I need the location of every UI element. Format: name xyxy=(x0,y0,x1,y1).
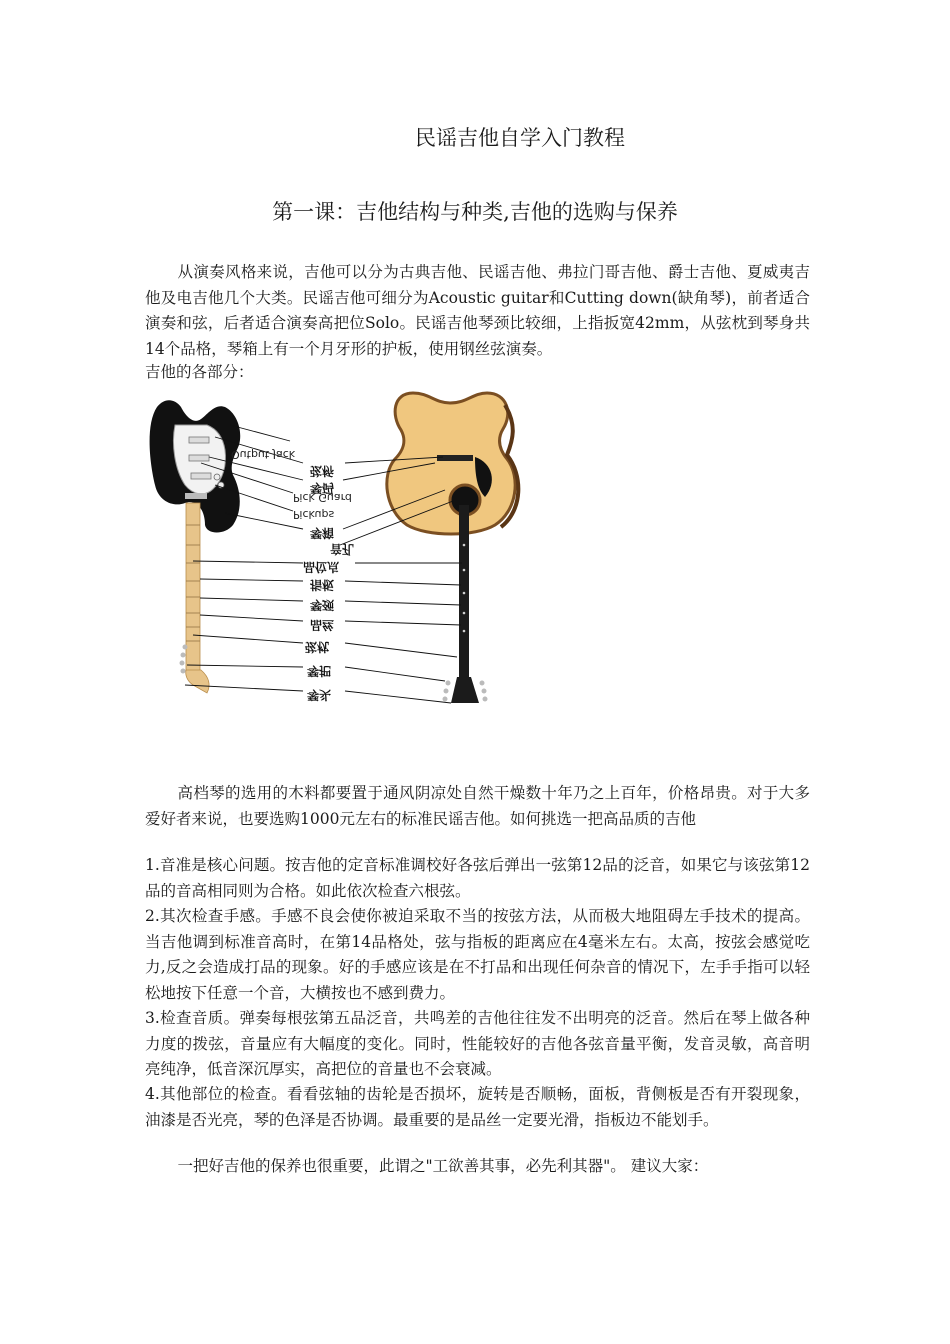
check-item-3: 3.检查音质。弹奏每根弦第五品泛音，共鸣差的吉他往往发不出明亮的泛音。然后在琴上做各种力度的拨弦，音量应有大幅度的变化。同时，性能较好的吉他各弦音量平衡，发音灵敏，高音明亮纯净，低音深沉厚实，高把位的音量也不会衰减。 xyxy=(145,1009,810,1079)
label-fret: 品丝 xyxy=(310,618,335,632)
selection-intro-paragraph: 高档琴的选用的木料都要置于通风阴凉处自然干燥数十年乃之上百年，价格昂贵。对于大多爱好者来说，也要选购1000元左右的标准民谣吉他。如何挑选一把高品质的吉他 xyxy=(145,784,810,828)
label-bridge: 弦桥 xyxy=(310,464,335,478)
label-fingerboard: 指板 xyxy=(310,578,335,592)
diagram-labels xyxy=(231,448,354,703)
label-body: 琴箱 xyxy=(310,526,335,540)
label-headstock: 琴头 xyxy=(307,688,332,702)
label-sound-hole: 音孔 xyxy=(330,542,355,556)
label-nut: 弦枕 xyxy=(305,640,330,654)
lesson-title: 第一课：吉他结构与种类,吉他的选购与保养 xyxy=(272,200,678,224)
parts-heading: 吉他的各部分： xyxy=(145,363,254,381)
intro-paragraph: 从演奏风格来说，吉他可以分为古典吉他、民谣吉他、弗拉门哥吉他、爵士吉他、夏威夷吉他及电吉他几个大类。民谣吉他可细分为Acoustic guitar和Cutting down(缺角琴)，前者适合演奏和弦，后者适合演奏高把位Solo。民谣吉他琴颈比较细，上指扳宽42mm，从弦枕到琴身共14个品格，琴箱上有一个月牙形的护板，使用钢丝弦演奏。 xyxy=(145,263,810,358)
guitar-parts-diagram xyxy=(145,385,545,715)
label-headstock-neck: 琴把 xyxy=(307,664,332,678)
check-item-1: 1.音准是核心问题。按吉他的定音标准调校好各弦后弹出一弦第12品的泛音，如果它与该弦第12品的音高相同则为合格。如此依次检查六根弦。 xyxy=(145,856,810,900)
label-pickups: Pickups xyxy=(293,508,335,521)
label-pick-guard: Pick Guard xyxy=(293,491,352,504)
check-item-4: 4.其他部位的检查。看看弦轴的齿轮是否损坏，旋转是否顺畅，面板，背侧板是否有开裂现象，油漆是否光亮，琴的色泽是否协调。最重要的是品丝一定要光滑，指板边不能划手。 xyxy=(145,1085,810,1129)
document-title: 民谣吉他自学入门教程 xyxy=(415,126,625,150)
label-neck: 琴颈 xyxy=(310,598,335,612)
electric-guitar-illustration xyxy=(150,400,241,693)
label-position-marker: 品位点 xyxy=(303,560,340,574)
care-intro-paragraph: 一把好吉他的保养也很重要，此谓之"工欲善其事，必先利其器"。 建议大家： xyxy=(177,1157,709,1175)
label-saddle: 琴码 xyxy=(310,481,335,495)
label-output-jack: Output Jack xyxy=(231,448,296,461)
check-item-2: 2.其次检查手感。手感不良会使你被迫采取不当的按弦方法，从而极大地阻碍左手技术的提高。当吉他调到标准音高时，在第14品格处，弦与指板的距离应在4毫米左右。太高，按弦会感觉吃力,反之会造成打品的现象。好的手感应该是在不打品和出现任何杂音的情况下，左手手指可以轻松地按下任意一个音，大横按也不感到费力。 xyxy=(145,907,810,1002)
